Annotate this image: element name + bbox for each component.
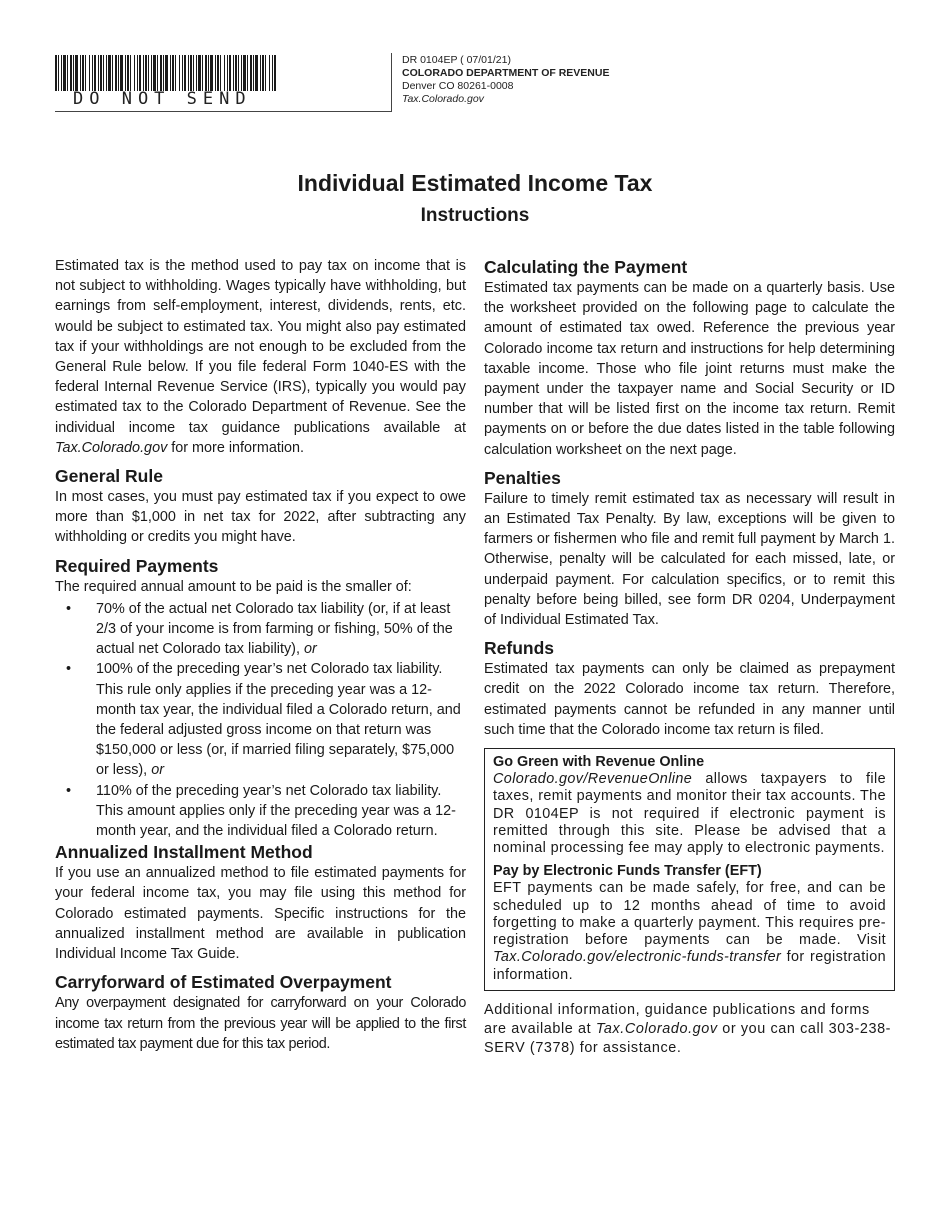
eft-heading: Pay by Electronic Funds Transfer (EFT) [493, 863, 762, 880]
do-not-send-label: DO NOT SEND [73, 89, 252, 109]
list-item: • 100% of the preceding year’s net Colorado tax liability. This rule only applies if the preceding year was a 12-month tax year, the individual filed a Colorado return, and the federal adjusted gross income on that return was $150,000 or less (or, if married filing separately, $75,000 or less), or [55, 659, 466, 780]
left-column [55, 256, 466, 1054]
go-green-heading: Go Green with Revenue Online [493, 754, 705, 771]
additional-info: Additional information, guidance publications and forms are available at Tax.Colorado.gov or you can call 303-238-SERV (7378) for assistance. [484, 1001, 892, 1056]
page-title: Individual Estimated Income Tax [297, 170, 653, 196]
form-number: DR 0104EP ( 07/01/21) [402, 54, 511, 66]
annualized-heading: Annualized Installment Method [55, 842, 313, 863]
refunds-heading: Refunds [484, 638, 554, 659]
penalties-heading: Penalties [484, 467, 561, 488]
intro-paragraph: Estimated tax is the method used to pay tax on income that is not subject to withholding. Wages typically have withholding, but earnings from self-employment, interest, dividends, rents, etc. would be subject to estimated tax. You might also pay estimated tax if your withholdings are not enough to be excluded from the General Rule below. If you file federal Form 1040-ES with the federal Internal Revenue Service (IRS), typically you would pay estimated tax to the Colorado Department of Revenue. See the individual income tax guidance publications available at Tax.Colorado.gov for more information. [55, 258, 466, 456]
page-subtitle: Instructions [420, 205, 530, 226]
tax-website-link-footer[interactable]: Tax.Colorado.gov [595, 1020, 718, 1037]
carryforward-text: Any overpayment designated for carryforward on your Colorado income tax return from the previous year will be applied to the first estimated tax payment due for this tax period. [55, 995, 466, 1052]
barcode-block [55, 53, 392, 112]
right-column [484, 256, 895, 1058]
carryforward-heading: Carryforward of Estimated Overpayment [55, 972, 392, 993]
list-item: • 110% of the preceding year’s net Colorado tax liability. This amount applies only if the preceding year was a 12-month year, and the individual filed a Colorado return. [55, 781, 466, 842]
tax-website-link[interactable]: Tax.Colorado.gov [55, 439, 168, 456]
penalties-text: Failure to timely remit estimated tax as necessary will result in an Estimated Tax Penalty. By law, exceptions will be given to farmers or fishermen who file and remit full payment by March 1. Otherwise, penalty will be calculated for each missed, late, or underpaid payment. For calculation specifics, or to remit this penalty before being billed, see form DR 0204, Underpayment of Individual Estimated Tax. [484, 490, 895, 629]
go-green-box [484, 748, 895, 991]
go-green-text: Colorado.gov/RevenueOnline allows taxpayers to file taxes, remit payments and monitor their tax accounts. The DR 0104EP is not required if electronic payment is remitted through this site. Please be advised that a nominal processing fee may apply to electronic payments. [493, 771, 886, 857]
general-rule-text: In most cases, you must pay estimated tax if you expect to owe more than $1,000 in net tax for 2022, after subtracting any withholding or credits you might have. [55, 489, 466, 546]
list-item: • 70% of the actual net Colorado tax liability (or, if at least 2/3 of your income is from farming or fishing, 50% of the actual net Colorado tax liability), or [55, 599, 466, 660]
department-name: COLORADO DEPARTMENT OF REVENUE [402, 67, 610, 79]
eft-text: EFT payments can be made safely, for free, and can be scheduled up to 12 months ahead of time to avoid forgetting to make a quarterly payment. This requires pre-registration before payments can be made. Visit Tax.Colorado.gov/electronic-funds-transfer for registration information. [493, 880, 886, 983]
required-payments-heading: Required Payments [55, 555, 219, 576]
eft-link[interactable]: Tax.Colorado.gov/electronic-funds-transfer [493, 949, 782, 966]
general-rule-heading: General Rule [55, 466, 163, 487]
refunds-text: Estimated tax payments can only be claimed as prepayment credit on the 2022 Colorado income tax return. Therefore, estimated payments cannot be refunded in any manner until such time that the Colorado income tax return is filed. [484, 661, 895, 738]
revenue-online-link[interactable]: Colorado.gov/RevenueOnline [493, 771, 693, 788]
department-website: Tax.Colorado.gov [402, 93, 484, 105]
calculating-text: Estimated tax payments can be made on a quarterly basis. Use the worksheet provided on the following page to calculate the amount of estimated tax owed. Reference the previous year Colorado income tax return and instructions for help determining taxable income. Those who file joint returns must make the payment under the taxpayer name and Social Security or ID number that will be listed first on the income tax return. Remit payments on or before the due dates listed in the table following calculation worksheet on the next page. [484, 280, 895, 458]
department-address: Denver CO 80261-0008 [402, 80, 514, 92]
form-header [402, 54, 609, 106]
required-payments-intro: The required annual amount to be paid is the smaller of: [55, 578, 412, 595]
required-payments-list [55, 599, 466, 841]
barcode-image [55, 55, 277, 91]
annualized-text: If you use an annualized method to file estimated payments for your federal income tax, you may file using this method for Colorado estimated payments. Specific instructions for the annualized installment method are available in publication Individual Income Tax Guide. [55, 865, 466, 963]
calculating-heading: Calculating the Payment [484, 257, 688, 277]
